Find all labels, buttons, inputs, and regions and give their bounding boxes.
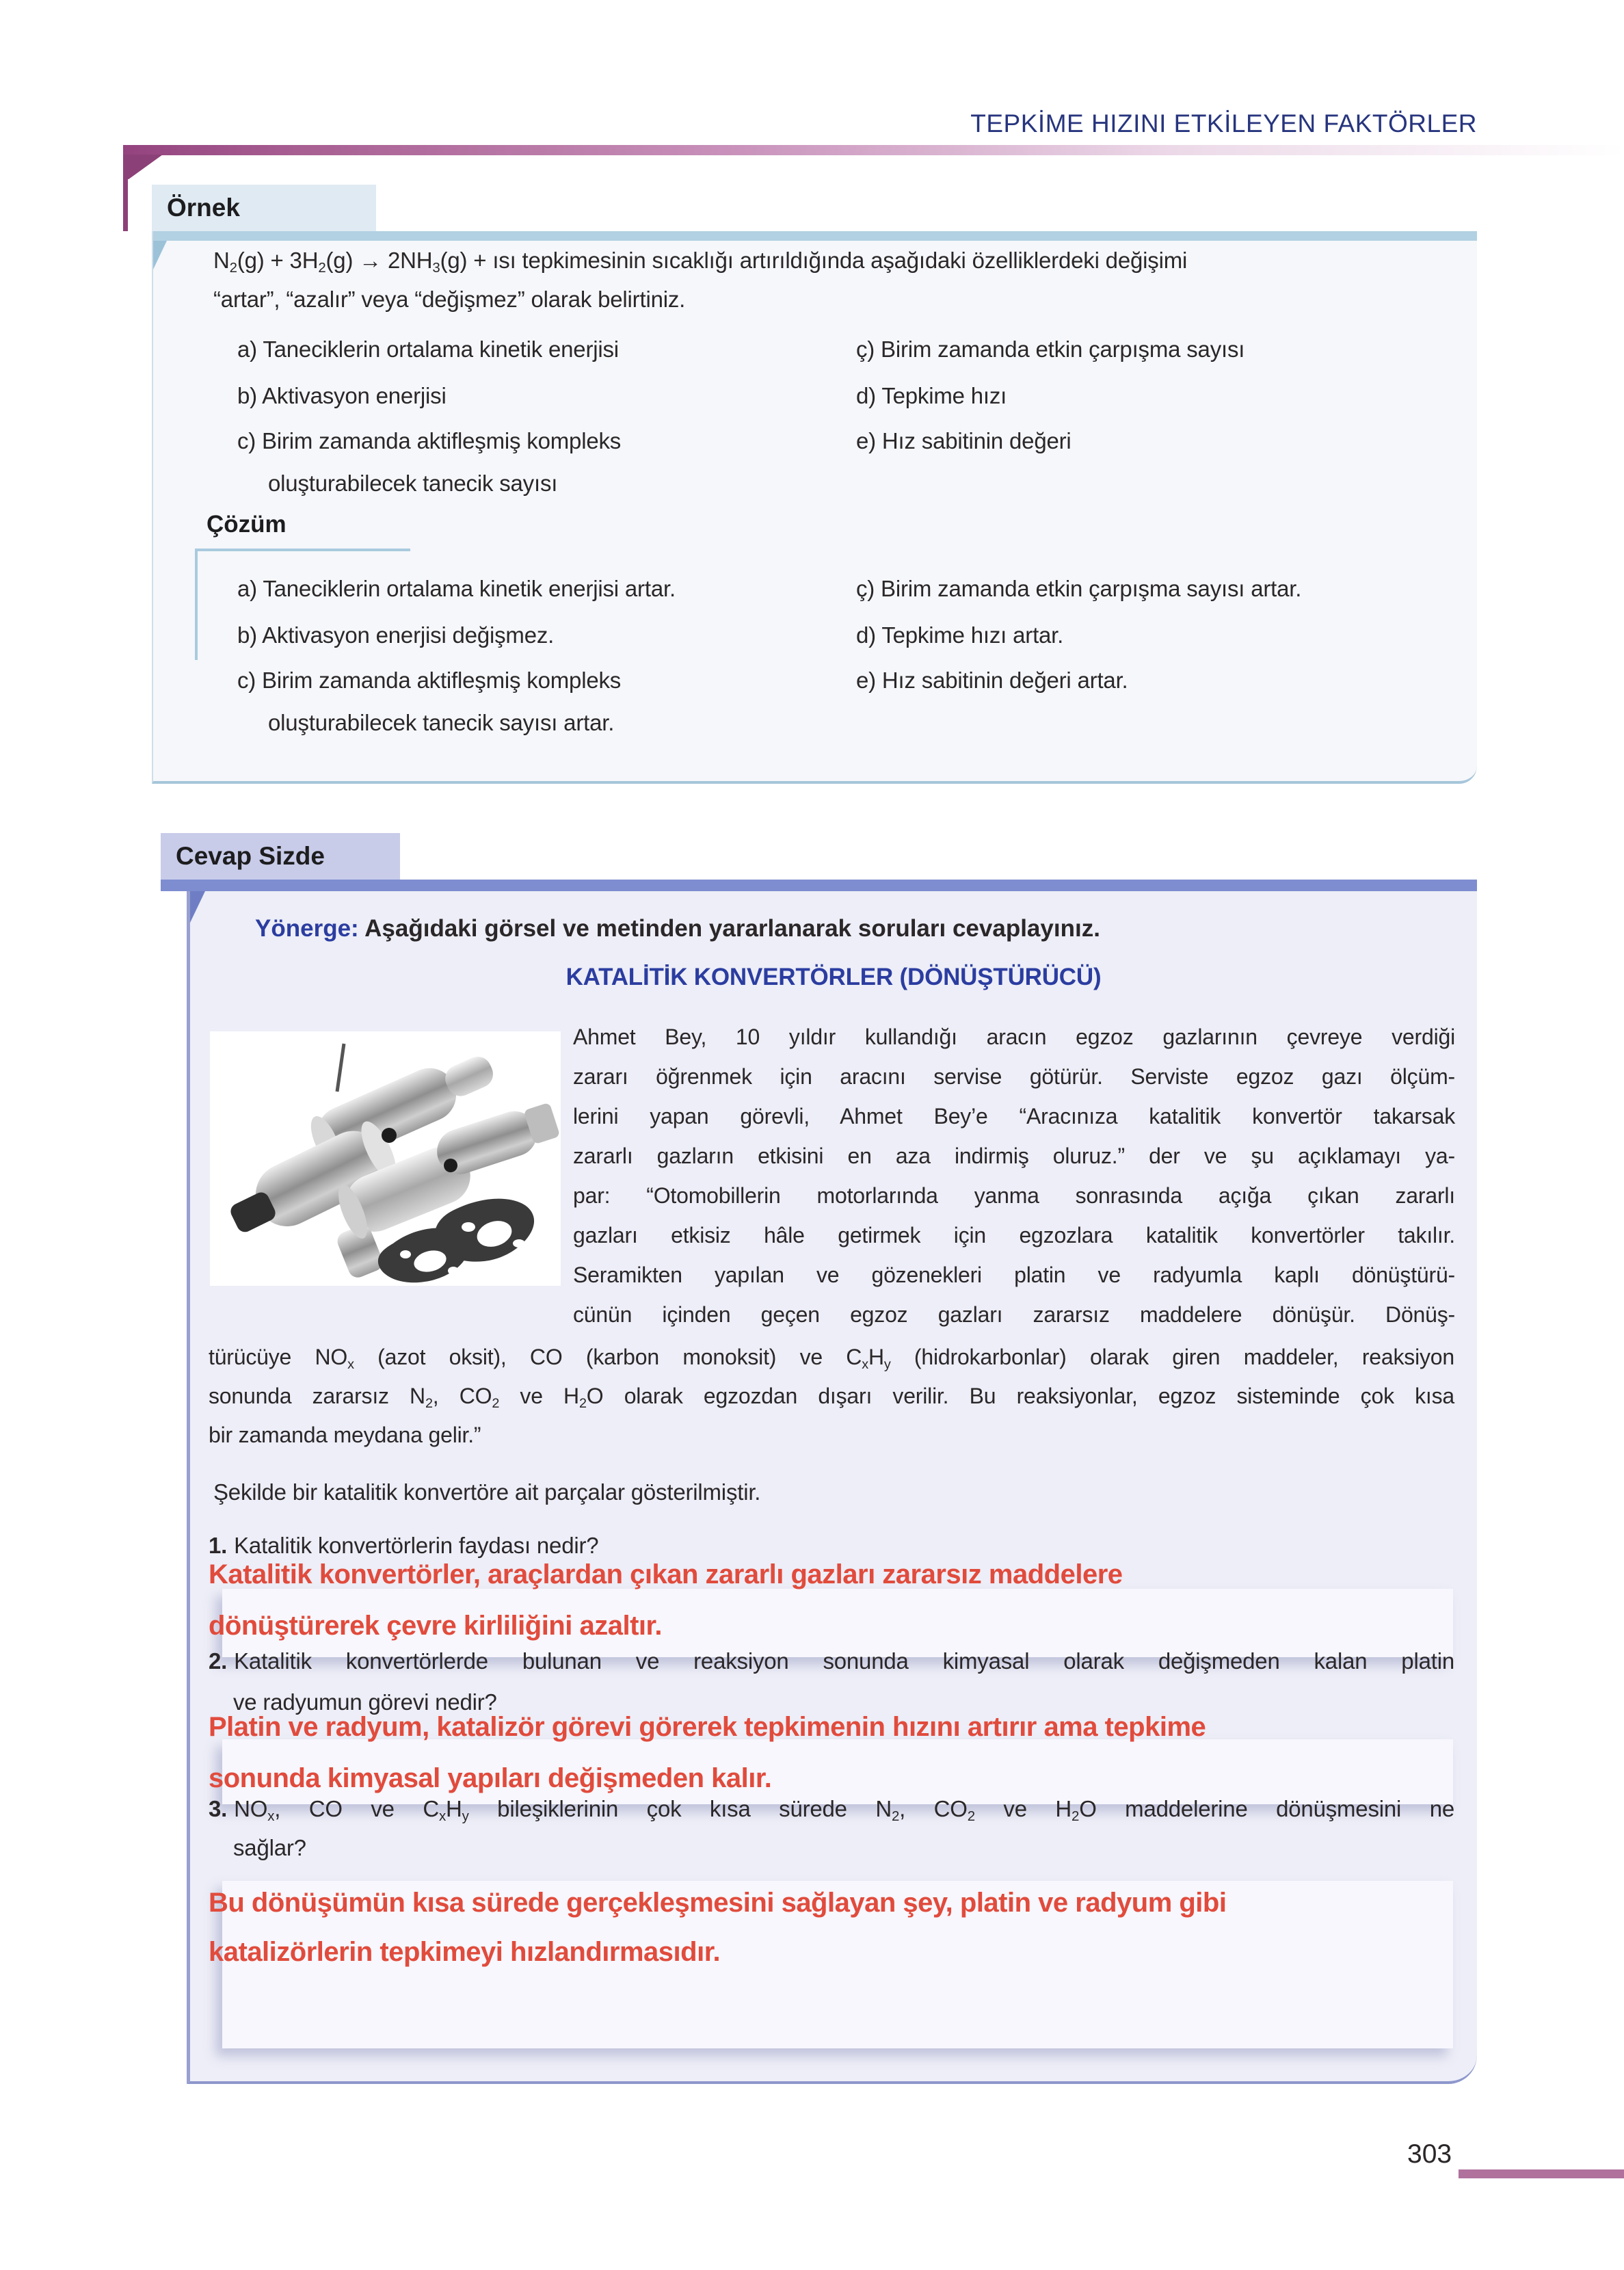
question-item-c-line1: c) Birim zamanda aktifleşmiş kompleks: [237, 428, 622, 453]
solution-item-e: e) Hız sabitinin değeri artar.: [856, 668, 1128, 693]
ornek-box-top-bar: [153, 231, 1477, 241]
paragraph-line: Seramikten yapılan ve gözenekleri platin ve radyumla kaplı dönüştürü-: [573, 1263, 1455, 1287]
directive-label: Yönerge:: [255, 915, 359, 942]
cozum-label: Çözüm: [207, 511, 287, 538]
paragraph-line: sonunda zararsız $N_2$, $CO_2$ ve $H_2O$ olarak egzozdan dışarı verilir. Bu reaksiyonlar, egzoz sisteminde çok kısa: [209, 1384, 1454, 1411]
paragraph-line: zararı öğrenmek için aracını servise götürür. Serviste egzoz gazı ölçüm-: [573, 1064, 1455, 1089]
question-2-line2: ve radyumun görevi nedir?: [233, 1689, 497, 1715]
answer-1-line2: dönüştürerek çevre kirliliğini azaltır.: [209, 1611, 662, 1641]
directive-line: [255, 915, 1100, 942]
header-gradient-bar: [123, 145, 1624, 155]
cevap-sizde-section-label: Cevap Sizde: [161, 833, 400, 880]
question-3-line2: sağlar?: [233, 1835, 306, 1860]
cozum-underline: [195, 549, 410, 551]
question-item-a: a) Taneciklerin ortalama kinetik enerjisi: [237, 336, 619, 362]
paragraph-line: Ahmet Bey, 10 yıldır kullandığı aracın egzoz gazlarının çevreye verdiği: [573, 1025, 1455, 1049]
question-item-c-line2: oluşturabilecek tanecik sayısı: [268, 471, 558, 496]
cozum-left-bracket: [195, 549, 198, 660]
paragraph-line: cünün içinden geçen egzoz gazları zararsız maddelere dönüşür. Dönüş-: [573, 1302, 1455, 1327]
solution-item-a: a) Taneciklerin ortalama kinetik enerjisi artar.: [237, 576, 676, 601]
answer-3-line1: Bu dönüşümün kısa sürede gerçekleşmesini sağlayan şey, platin ve radyum gibi: [209, 1888, 1227, 1918]
directive-text: Aşağıdaki görsel ve metinden yararlanarak soruları cevaplayınız.: [364, 915, 1100, 942]
question-3-number: 3.: [209, 1796, 228, 1821]
question-item-e: e) Hız sabitinin değeri: [856, 428, 1071, 453]
question-3-line1: [209, 1796, 1454, 1822]
answer-2-line1: Platin ve radyum, katalizör görevi görerek tepkimenin hızını artırır ama tepkime: [209, 1712, 1206, 1742]
answer-2-line2: sonunda kimyasal yapıları değişmeden kalır.: [209, 1763, 772, 1793]
solution-item-c2: ç) Birim zamanda etkin çarpışma sayısı artar.: [856, 576, 1302, 601]
cevap-box-corner-fold: [190, 891, 205, 923]
catalytic-converter-illustration: [210, 1031, 561, 1286]
ornek-box-corner-fold: [153, 241, 167, 269]
cevap-sizde-box: [187, 891, 1477, 2084]
cevap-sizde-top-bar: [161, 880, 1477, 891]
reaction-statement-line2: “artar”, “azalır” veya “değişmez” olarak belirtiniz.: [213, 287, 686, 312]
question-2-number: 2.: [209, 1648, 228, 1674]
answer-1-line1: Katalitik konvertörler, araçlardan çıkan zararlı gazları zararsız maddelere: [209, 1559, 1123, 1589]
reaction-statement-line1: $N_2(g) + 3H_2(g) \to 2NH_3(g)$ + ısı tepkimesinin sıcaklığı artırıldığında aşağıdaki özelliklerdeki değişimi: [213, 248, 1188, 276]
paragraph-line: bir zamanda meydana gelir.”: [209, 1423, 481, 1447]
question-item-c2: ç) Birim zamanda etkin çarpışma sayısı: [856, 336, 1245, 362]
paragraph-line: zararlı gazların etkisini en aza indirmiş oluruz.” der ve şu açıklamayı ya-: [573, 1144, 1455, 1168]
paragraph-line: par: “Otomobillerin motorlarında yanma sonrasında açığa çıkan zararlı: [573, 1183, 1455, 1208]
paragraph-line: gazları etkisiz hâle getirmek için egzozlara katalitik konvertörler takılır.: [573, 1223, 1455, 1248]
header-corner-fold: [123, 155, 163, 179]
solution-item-d: d) Tepkime hızı artar.: [856, 622, 1064, 648]
question-item-b: b) Aktivasyon enerjisi: [237, 383, 447, 408]
question-2-line1: [209, 1648, 1454, 1674]
footer-accent-bar: [1459, 2169, 1624, 2178]
solution-item-c-line2: oluşturabilecek tanecik sayısı artar.: [268, 710, 615, 735]
question-item-d: d) Tepkime hızı: [856, 383, 1007, 408]
ornek-section-label: Örnek: [152, 185, 376, 231]
figure-note: Şekilde bir katalitik konvertöre ait parçalar gösterilmiştir.: [213, 1479, 761, 1505]
page-number: 303: [1407, 2139, 1452, 2169]
question-2-text-line1: Katalitik konvertörlerde bulunan ve reaksiyon sonunda kimyasal olarak değişmeden kalan platin: [234, 1648, 1454, 1674]
chapter-header: TEPKİME HIZINI ETKİLEYEN FAKTÖRLER: [970, 109, 1477, 137]
solution-item-b: b) Aktivasyon enerjisi değişmez.: [237, 622, 555, 648]
article-heading: KATALİTİK KONVERTÖRLER (DÖNÜŞTÜRÜCÜ): [565, 964, 1102, 990]
header-left-accent-line: [123, 155, 128, 231]
paragraph-line: türücüye $NO_x$ (azot oksit), CO (karbon monoksit) ve $C_xH_y$ (hidrokarbonlar) olarak giren maddeler, reaksiyon: [209, 1345, 1454, 1372]
catalytic-converter-photo: [210, 1031, 561, 1286]
question-1-text: Katalitik konvertörlerin faydası nedir?: [234, 1533, 599, 1558]
ornek-box: [152, 231, 1477, 784]
question-1: [209, 1533, 1454, 1559]
question-3-text-line1: $NO_x$, CO ve $C_xH_y$ bileşiklerinin çok kısa sürede $N_2$, $CO_2$ ve $H_2O$ maddelerine dönüşmesini ne: [234, 1796, 1454, 1824]
solution-item-c-line1: c) Birim zamanda aktifleşmiş kompleks: [237, 668, 622, 693]
paragraph-line: lerini yapan görevli, Ahmet Bey’e “Aracınıza katalitik konvertör takarsak: [573, 1104, 1455, 1129]
answer-3-line2: katalizörlerin tepkimeyi hızlandırmasıdır.: [209, 1937, 721, 1967]
question-1-number: 1.: [209, 1533, 228, 1558]
